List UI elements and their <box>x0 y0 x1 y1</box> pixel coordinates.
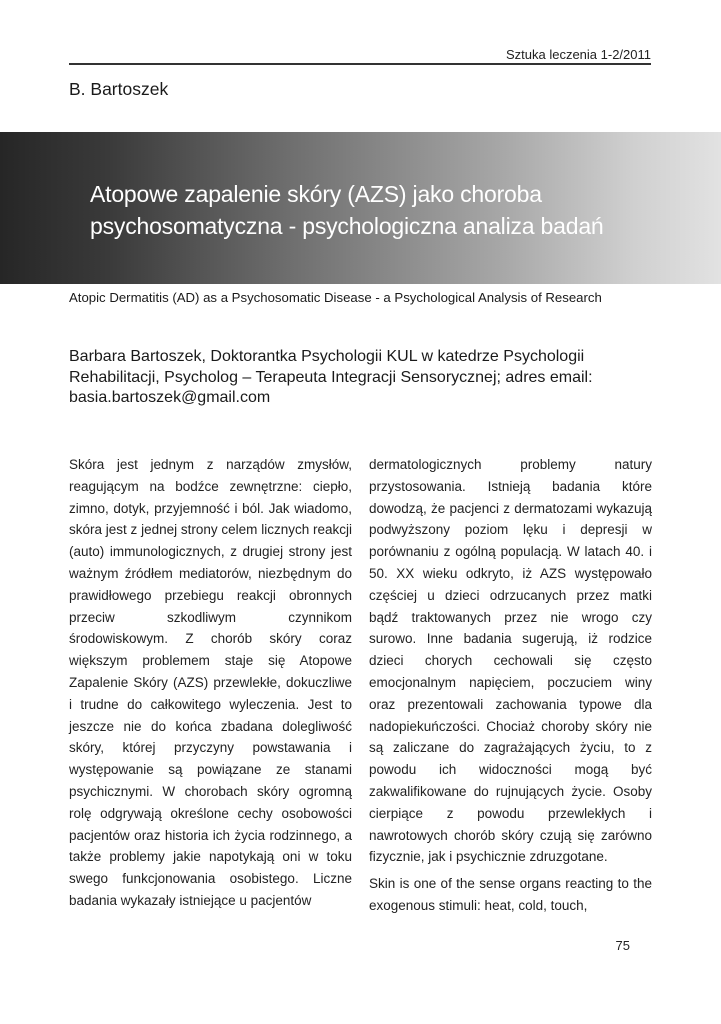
author-affiliation: Barbara Bartoszek, Doktorantka Psychologii KUL w katedrze Psychologii Rehabilitacji, Psycholog – Terapeuta Integracji Sensorycznej; adres email: basia.bartoszek@gmail.com <box>69 348 593 406</box>
body-column-left <box>69 454 352 912</box>
body-paragraph-english: Skin is one of the sense organs reacting to the exogenous stimuli: heat, cold, touch, <box>369 876 652 913</box>
body-column-right <box>369 454 652 917</box>
article-title-line-2: psychosomatyczna - psychologiczna analiza badań <box>90 213 604 239</box>
page-number: 75 <box>615 938 630 953</box>
english-title: Atopic Dermatitis (AD) as a Psychosomatic Disease - a Psychological Analysis of Research <box>69 290 602 305</box>
header-divider <box>69 63 651 65</box>
article-title <box>90 178 700 242</box>
journal-running-head: Sztuka leczenia 1-2/2011 <box>505 47 651 62</box>
article-title-line-1: Atopowe zapalenie skóry (AZS) jako choroba <box>90 181 542 207</box>
body-paragraph: dermatologicznych problemy natury przystosowania. Istnieją badania które dowodzą, że pacjenci z dermatozami wykazują podwyższony poziom lęku i depresji w porównaniu z ogólną populacją. W latach 40. i 50. XX wieku odkryto, iż AZS występowało częściej u dzieci odrzucanych przez matki bądź traktowanych przez nie wrogo czy surowo. Inne badania sugerują, iż rodzice dzieci chorych cechowali się często emocjonalnym napięciem, poczuciem winy oraz prezentowali zachowania typowe dla nadopiekuńczości. Chociaż choroby skóry nie są zaliczane do zagrażających życiu, to z powodu ich widoczności mogą być zakwalifikowane do rujnujących życie. Osoby cierpiące z powodu przewlekłych i nawrotowych chorób skóry czują się zarówno fizycznie, jak i psychicznie zdruzgotane. <box>369 457 652 865</box>
author-running-head: B. Bartoszek <box>69 79 169 99</box>
body-paragraph: Skóra jest jednym z narządów zmysłów, reagującym na bodźce zewnętrzne: ciepło, zimno, dotyk, przyjemność i ból. Jak wiadomo, skóra jest z jednej strony celem licznych reakcji (auto) immunologicznych, z drugiej strony jest ważnym źródłem mediatorów, niezbędnym do prawidłowego przebiegu reakcji obronnych przeciw szkodliwym czynnikom środowiskowym. Z chorób skóry coraz większym problemem staje się Atopowe Zapalenie Skóry (AZS) przewlekłe, dokuczliwe i trudne do całkowitego wyleczenia. Jest to jeszcze nie do końca zbadana dolegliwość skóry, której przyczyny powstawania i występowanie są powiązane ze stanami psychicznymi. W chorobach skóry ogromną rolę odgrywają określone cechy osobowości pacjentów oraz historia ich życia rodzinnego, a także problemy jakie napotykają oni w toku swego funkcjonowania osobistego. Liczne badania wykazały istniejące u pacjentów <box>69 457 352 908</box>
